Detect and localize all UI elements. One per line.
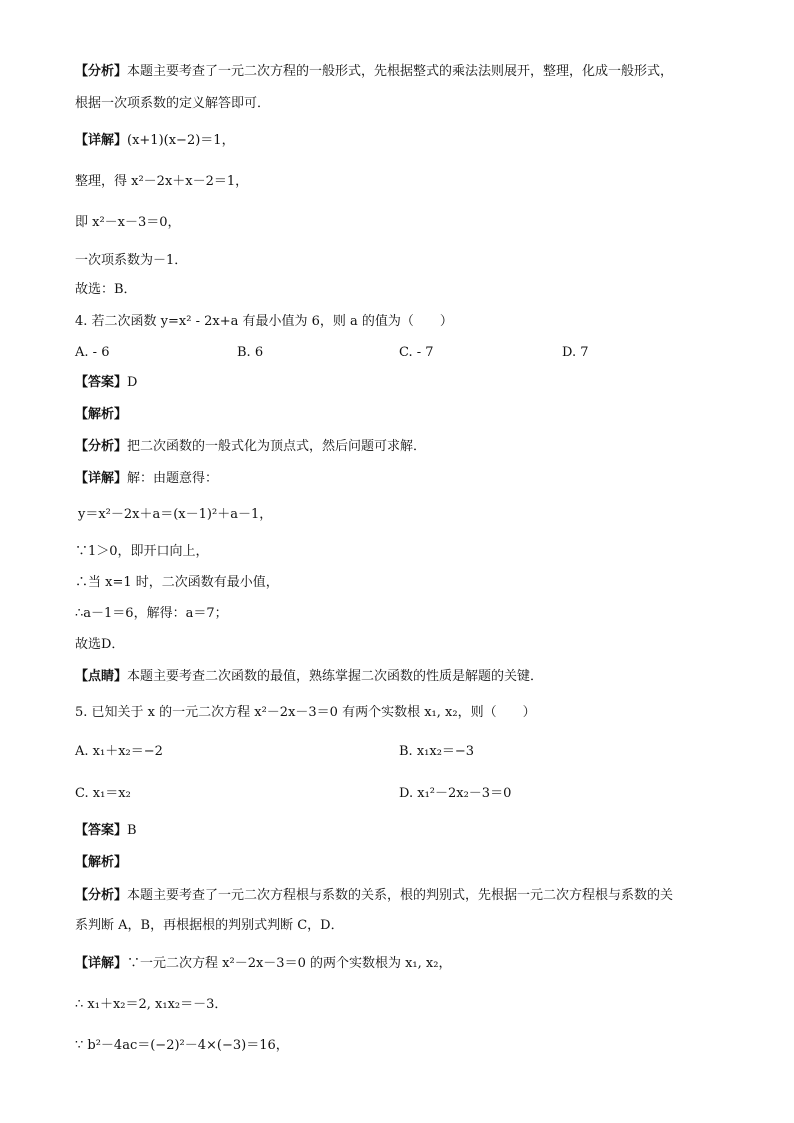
detail-line-q5-2 bbox=[75, 995, 227, 1015]
q5-option-a bbox=[75, 742, 163, 762]
text: ∵1＞0，即开口向上， bbox=[75, 544, 209, 559]
text: 把二次函数的一般式化为顶点式，然后问题可求解． bbox=[127, 439, 427, 454]
text: D bbox=[127, 375, 138, 390]
analysis-line-q5-1 bbox=[75, 886, 673, 906]
option-value: 7 bbox=[580, 345, 589, 360]
option-label: B. bbox=[399, 744, 413, 759]
q4-option-c bbox=[399, 343, 434, 363]
detail-line-q4 bbox=[75, 469, 218, 489]
text: (x+1)(x−2)＝1， bbox=[127, 133, 235, 148]
choice-line-q4 bbox=[75, 635, 124, 655]
text: 5. 已知关于 x 的一元二次方程 x²－2x－3＝0 有两个实数根 x₁, x₂，则（ ） bbox=[75, 705, 536, 720]
detail-line-3 bbox=[75, 213, 181, 233]
q4-option-b bbox=[237, 343, 263, 363]
text: 本题主要考查二次函数的最值，熟练掌握二次函数的性质是解题的关键． bbox=[127, 669, 544, 684]
answer-line-q5 bbox=[75, 821, 137, 841]
answer-choice-line bbox=[75, 280, 137, 300]
tag-solution: 【解析】 bbox=[75, 407, 128, 422]
option-value: 6 bbox=[254, 345, 264, 360]
detail-line-2 bbox=[75, 172, 248, 192]
tag-detail: 【详解】 bbox=[75, 133, 128, 148]
text: ∵一元二次方程 x²－2x－3＝0 的两个实数根为 x₁, x₂， bbox=[127, 956, 452, 971]
reason-line-1 bbox=[75, 542, 209, 562]
option-value: x₁＋x₂＝−2 bbox=[92, 744, 163, 759]
tag-analysis: 【分析】 bbox=[75, 64, 128, 79]
text: ∴当 x=1 时，二次函数有最小值， bbox=[75, 575, 279, 590]
question-5 bbox=[75, 703, 536, 723]
text: 根据一次项系数的定义解答即可． bbox=[75, 96, 271, 111]
q4-option-d bbox=[562, 343, 589, 363]
option-value: x₁＝x₂ bbox=[92, 786, 131, 801]
detail-line-q5-3 bbox=[75, 1036, 289, 1056]
option-label: D. bbox=[399, 786, 414, 801]
tag-answer: 【答案】 bbox=[75, 375, 128, 390]
option-value: x₁²－2x₂－3＝0 bbox=[417, 786, 512, 801]
text: 本题主要考查了一元二次方程根与系数的关系，根的判别式，先根据一元二次方程根与系数的关 bbox=[127, 888, 674, 903]
analysis-line-2 bbox=[75, 94, 270, 114]
tag-solution: 【解析】 bbox=[75, 855, 128, 870]
text: 故选：B． bbox=[75, 282, 137, 297]
option-value: x₁x₂＝−3 bbox=[416, 744, 475, 759]
reason-line-2 bbox=[75, 573, 279, 593]
tag-analysis: 【分析】 bbox=[75, 439, 128, 454]
comment-line-q4 bbox=[75, 667, 543, 687]
text: 本题主要考查了一元二次方程的一般形式，先根据整式的乘法法则展开，整理，化成一般形式， bbox=[127, 64, 674, 79]
solution-heading-q4 bbox=[75, 405, 127, 425]
text: 解：由题意得： bbox=[127, 471, 219, 486]
detail-line-1 bbox=[75, 131, 235, 151]
option-value: - 6 bbox=[92, 345, 110, 360]
vertex-form-line bbox=[78, 505, 272, 525]
q5-option-c bbox=[75, 784, 131, 804]
text: ∴ x₁＋x₂＝2, x₁x₂＝－3． bbox=[75, 997, 228, 1012]
q4-option-a bbox=[75, 343, 109, 363]
tag-detail: 【详解】 bbox=[75, 956, 128, 971]
detail-line-q5-1 bbox=[75, 954, 451, 974]
question-4 bbox=[75, 312, 453, 332]
option-label: C. bbox=[75, 786, 89, 801]
text: y＝x²－2x＋a＝(x－1)²＋a－1， bbox=[78, 507, 273, 522]
tag-detail: 【详解】 bbox=[75, 471, 128, 486]
q5-option-d bbox=[399, 784, 511, 804]
option-label: B. bbox=[237, 345, 251, 360]
analysis-line-q5-2 bbox=[75, 916, 344, 936]
analysis-line-1 bbox=[75, 62, 673, 82]
text: 一次项系数为－1． bbox=[75, 253, 188, 268]
text: ∴a－1＝6，解得：a＝7； bbox=[75, 606, 228, 621]
option-label: C. bbox=[399, 345, 413, 360]
solution-heading-q5 bbox=[75, 853, 127, 873]
text: 故选D． bbox=[75, 637, 125, 652]
detail-line-4 bbox=[75, 251, 187, 271]
reason-line-3 bbox=[75, 604, 228, 624]
option-label: A. bbox=[75, 744, 89, 759]
option-value: - 7 bbox=[416, 345, 434, 360]
option-label: D. bbox=[562, 345, 577, 360]
text: 4. 若二次函数 y=x² - 2x+a 有最小值为 6，则 a 的值为（ ） bbox=[75, 314, 453, 329]
q5-option-b bbox=[399, 742, 474, 762]
tag-analysis: 【分析】 bbox=[75, 888, 128, 903]
text: B bbox=[127, 823, 137, 838]
answer-line-q4 bbox=[75, 373, 137, 393]
text: 系判断 A，B，再根据根的判别式判断 C，D． bbox=[75, 918, 344, 933]
tag-comment: 【点睛】 bbox=[75, 669, 128, 684]
analysis-line-q4 bbox=[75, 437, 426, 457]
text: 即 x²－x－3＝0， bbox=[75, 215, 181, 230]
text: ∵ b²－4ac＝(−2)²－4×(−3)＝16， bbox=[75, 1038, 289, 1053]
option-label: A. bbox=[75, 345, 89, 360]
text: 整理，得 x²－2x＋x－2＝1， bbox=[75, 174, 249, 189]
tag-answer: 【答案】 bbox=[75, 823, 128, 838]
